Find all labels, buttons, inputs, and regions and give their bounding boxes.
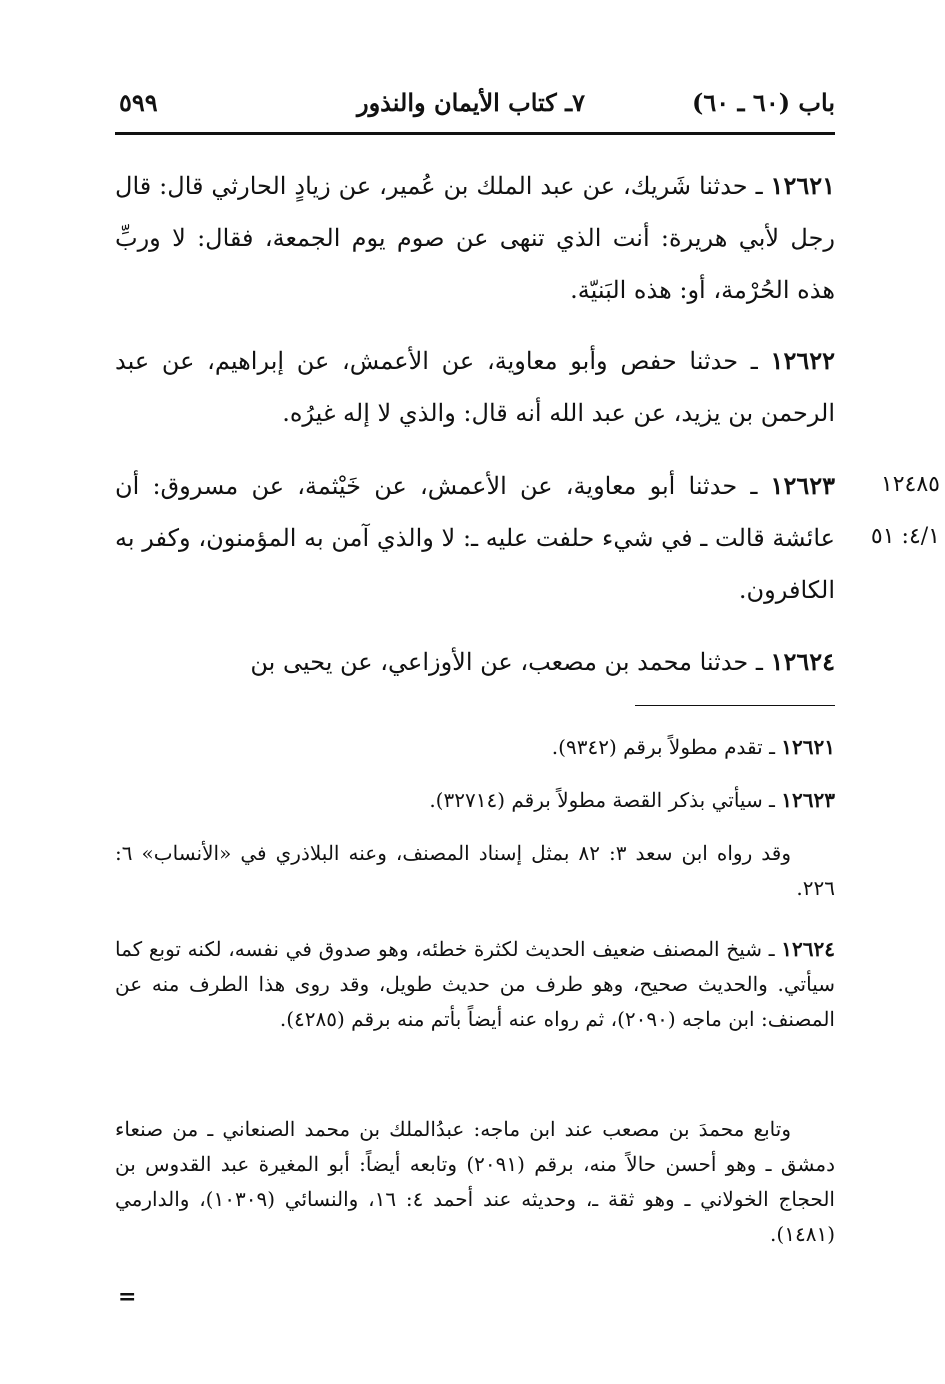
hadith-12622 <box>115 335 835 439</box>
hadith-12621 <box>115 160 835 316</box>
margin-reference-number: ١٢٤٨٥ <box>880 472 940 497</box>
running-header <box>115 82 835 126</box>
header-rule <box>115 132 835 135</box>
book-title: ٧ـ كتاب الأيمان والنذور <box>357 88 585 117</box>
footnote-12624-note <box>115 1112 835 1252</box>
hadith-text: ـ حدثنا شَريك، عن عبد الملك بن عُمير، عن زيادٍ الحارثي قال: قال رجل لأبي هريرة: أنت الذي تنهى عن صوم يوم الجمعة، فقال: لا وربِّ هذه الحُرْمة، أو: هذه البَنيّة. <box>115 172 835 304</box>
footnote-separator <box>635 705 835 706</box>
hadith-text: ـ حدثنا حفص وأبو معاوية، عن الأعمش، عن إبراهيم، عن عبد الرحمن بن يزيد، عن عبد الله أنه قال: والذي لا إله غيرُه. <box>115 347 835 427</box>
hadith-number: ١٢٦٢٢ <box>770 346 835 375</box>
hadith-text: ـ حدثنا محمد بن مصعب، عن الأوزاعي، عن يحيى بن <box>250 648 771 676</box>
continuation-mark: = <box>118 1284 137 1310</box>
footnote-12624 <box>115 932 835 1037</box>
margin-volume-reference: ٤/١: ٥١ <box>870 524 940 549</box>
hadith-text: ـ حدثنا أبو معاوية، عن الأعمش، عن خَيْثمة، عن مسروق: أن عائشة قالت ـ في شيء حلفت عليه ـ: لا والذي آمن به المؤمنون، وكفر به الكافرون. <box>115 472 835 604</box>
hadith-number: ١٢٦٢١ <box>770 171 835 200</box>
footnote-text: وقد رواه ابن سعد ٣: ٨٢ بمثل إسناد المصنف، وعنه البلاذري في «الأنساب» ٦: ٢٢٦. <box>115 841 835 900</box>
page-number: ٥٩٩ <box>119 88 158 117</box>
hadith-12623 <box>115 460 835 616</box>
footnote-number: ١٢٦٢٣ <box>781 788 835 812</box>
footnote-text: ـ سيأتي بذكر القصة مطولاً برقم (٣٢٧١٤). <box>429 788 782 812</box>
footnote-text: ـ شيخ المصنف ضعيف الحديث لكثرة خطئه، وهو صدوق في نفسه، لكنه توبع كما سيأتي. والحديث صحيح، وهو طرف من حديث طويل، وقد روى هذا الطرف منه عن المصنف: ابن ماجه (٢٠٩٠)، ثم رواه عنه أيضاً بأتم منه برقم (٤٢٨٥). <box>115 937 835 1031</box>
footnote-number: ١٢٦٢١ <box>781 735 835 759</box>
hadith-number: ١٢٦٢٤ <box>770 647 835 676</box>
footnote-number: ١٢٦٢٤ <box>781 937 835 961</box>
footnote-12623 <box>115 783 835 818</box>
footnote-text: ـ تقدم مطولاً برقم (٩٣٤٢). <box>551 735 782 759</box>
footnote-12623-note <box>115 836 835 906</box>
hadith-number: ١٢٦٢٣ <box>770 471 835 500</box>
chapter-title: باب (٦٠ ـ ٦٠) <box>692 88 835 117</box>
hadith-12624 <box>115 636 835 688</box>
footnote-12621 <box>115 730 835 765</box>
footnote-text: وتابع محمدَ بن مصعب عند ابن ماجه: عبدُالملك بن محمد الصنعاني ـ من صنعاء دمشق ـ وهو أحسن حالاً منه، برقم (٢٠٩١) وتابعه أيضاً: أبو المغيرة عبد القدوس بن الحجاج الخولاني ـ وهو ثقة ـ، وحديثه عند أحمد ٤: ١٦، والنسائي (١٠٣٠٩)، والدارمي (١٤٨١). <box>115 1117 836 1246</box>
